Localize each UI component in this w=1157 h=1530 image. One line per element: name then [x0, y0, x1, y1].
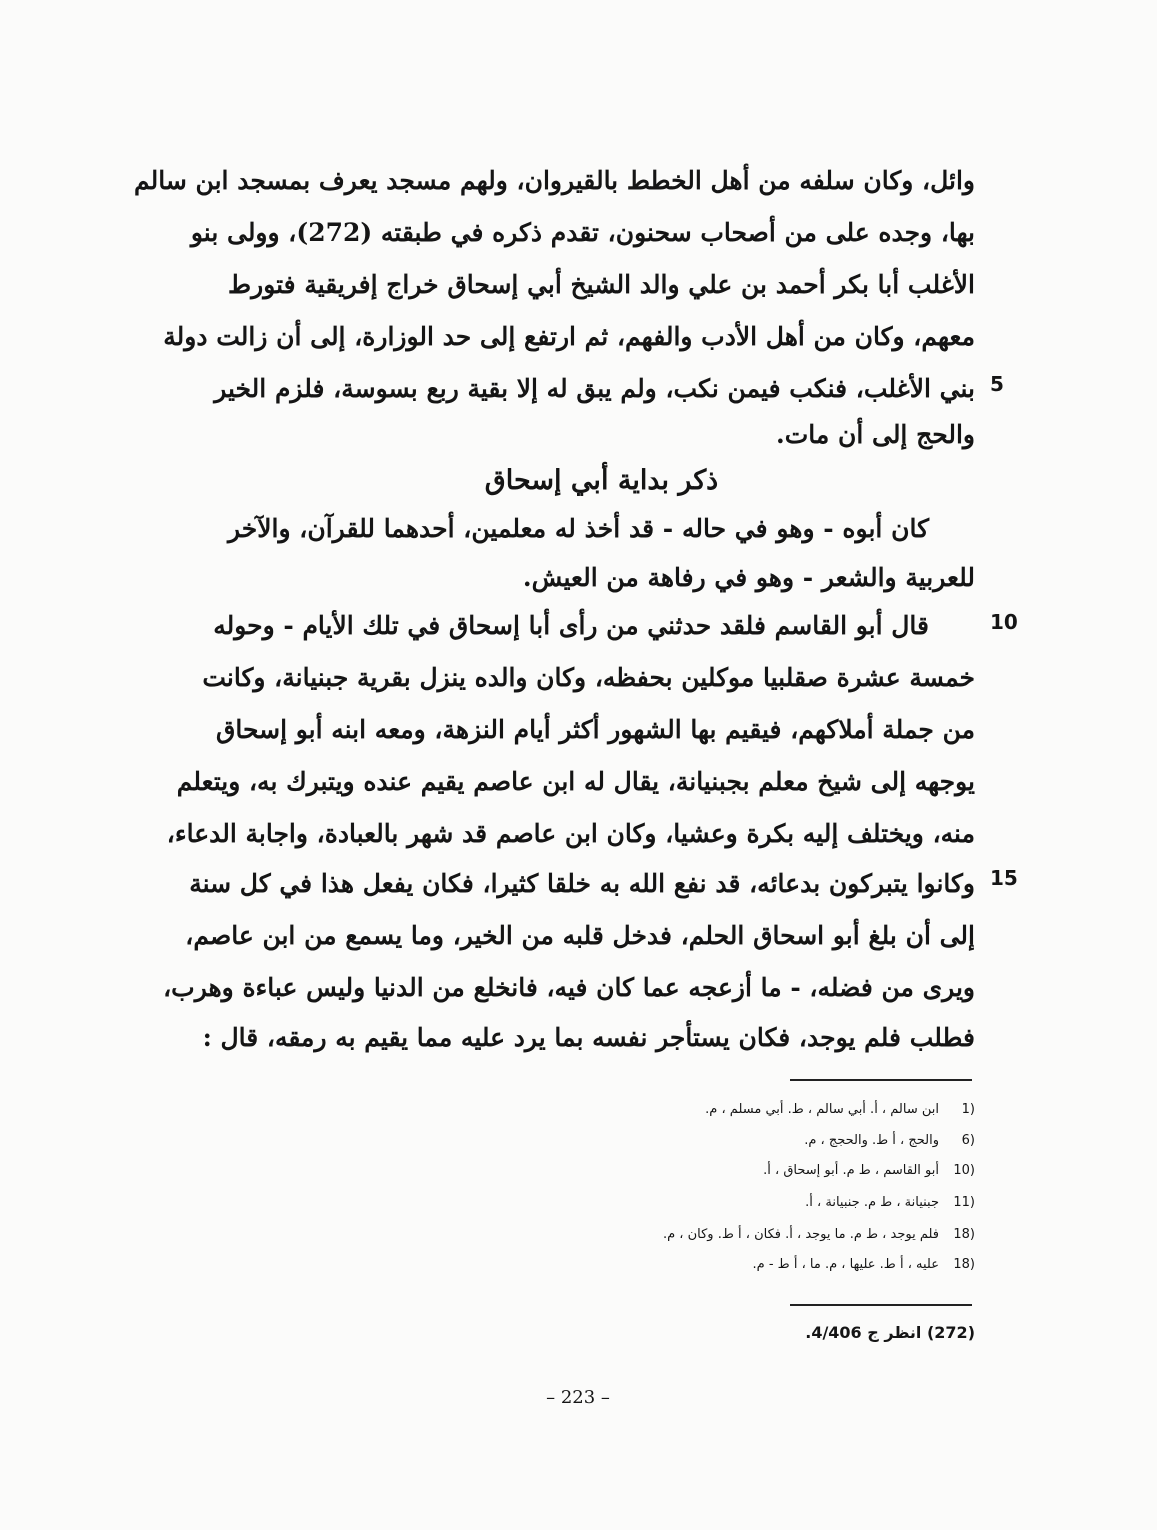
footnote [560, 1097, 975, 1123]
footnote-rule [790, 1079, 972, 1081]
line-number: 5 [990, 372, 1004, 396]
footnote [560, 1128, 975, 1154]
page-number: – 223 – [546, 1387, 610, 1408]
footnote-text: عليه ، أ ط. عليها ، م. ما ، أ ط - م. [752, 1257, 939, 1272]
text-line: بها، وجده على من أصحاب سحنون، تقدم ذكره في طبقته (272)، وولى بنو [190, 218, 975, 247]
line-number: 10 [990, 610, 1018, 634]
text-line: قال أبو القاسم فلقد حدثني من رأى أبا إسحاق في تلك الأيام - وحوله [213, 611, 929, 640]
text-line: والحج إلى أن مات. [776, 420, 975, 449]
text-line: فطلب فلم يوجد، فكان يستأجر نفسه بما يرد عليه مما يقيم به رمقه، قال : [202, 1023, 975, 1052]
footnote-number: 11) [953, 1195, 975, 1210]
text-line: معهم، وكان من أهل الأدب والفهم، ثم ارتفع إلى حد الوزارة، إلى أن زالت دولة [163, 322, 975, 351]
text-line: الأغلب أبا بكر أحمد بن علي والد الشيخ أبي إسحاق خراج إفريقية فتورط [228, 270, 975, 299]
footnote-text: أبو القاسم ، ط م. أبو إسحاق ، أ. [763, 1163, 939, 1178]
text-line: يوجهه إلى شيخ معلم بجبنيانة، يقال له ابن عاصم يقيم عنده ويتبرك به، ويتعلم [176, 767, 975, 796]
text-line: للعربية والشعر - وهو في رفاهة من العيش. [522, 563, 975, 592]
footnote-text: فلم يوجد ، ط م. ما يوجد ، أ. فكان ، أ ط. وكان ، م. [662, 1227, 939, 1242]
footnote-number: 10) [953, 1163, 975, 1178]
section-heading: ذكر بداية أبي إسحاق [484, 465, 719, 496]
text-line: من جملة أملاكهم، فيقيم بها الشهور أكثر أيام النزهة، ومعه ابنه أبو إسحاق [215, 715, 975, 744]
reference-rule [790, 1304, 972, 1306]
footnote [560, 1222, 975, 1248]
footnote-number: 18) [953, 1227, 975, 1242]
footnote-text: ابن سالم ، أ. أبي سالم ، ط. أبي مسلم ، م. [705, 1102, 939, 1117]
footnote [560, 1158, 975, 1184]
text-line: ويرى من فضله، - ما أزعجه عما كان فيه، فانخلع من الدنيا وليس عباءة وهرب، [163, 973, 975, 1002]
footnote-text: والحج ، أ ط. والحجج ، م. [804, 1133, 939, 1148]
text-line: وكانوا يتبركون بدعائه، قد نفع الله به خلقا كثيرا، فكان يفعل هذا في كل سنة [189, 869, 975, 898]
text-line: خمسة عشرة صقلبيا موكلين بحفظه، وكان والده ينزل بقرية جبنيانة، وكانت [202, 663, 975, 692]
footnote-number: 1) [961, 1102, 975, 1117]
text-line: كان أبوه - وهو في حاله - قد أخذ له معلمين، أحدهما للقرآن، والآخر [228, 514, 929, 543]
text-line: وائل، وكان سلفه من أهل الخطط بالقيروان، ولهم مسجد يعرف بمسجد ابن سالم [134, 166, 975, 195]
text-line: إلى أن بلغ أبو اسحاق الحلم، فدخل قلبه من الخير، وما يسمع من ابن عاصم، [185, 921, 975, 950]
footnote-number: 18) [953, 1257, 975, 1272]
text-line: منه، ويختلف إليه بكرة وعشيا، وكان ابن عاصم قد شهر بالعبادة، واجابة الدعاء، [166, 819, 975, 848]
footnote-text: جبنيانة ، ط م. جنبيانة ، أ. [805, 1195, 939, 1210]
footnote [560, 1252, 975, 1278]
footnote [560, 1190, 975, 1216]
reference-note: (272) انظر ج 4/406. [805, 1323, 975, 1342]
footnote-number: 6) [961, 1133, 975, 1148]
text-line: بني الأغلب، فنكب فيمن نكب، ولم يبق له إلا بقية ربع بسوسة، فلزم الخير [214, 374, 975, 403]
line-number: 15 [990, 866, 1018, 890]
